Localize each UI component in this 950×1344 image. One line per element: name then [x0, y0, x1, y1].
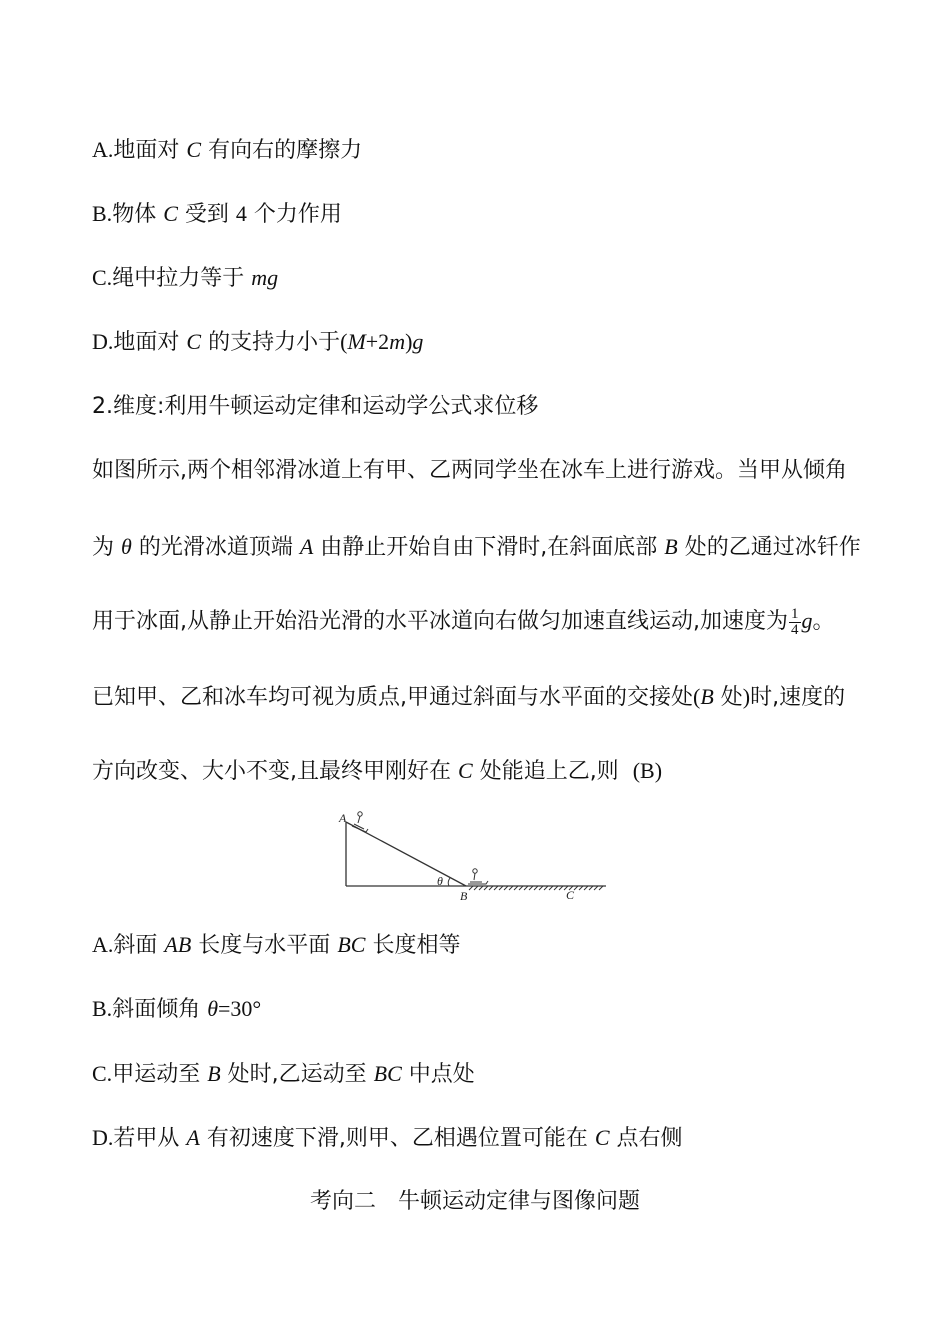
option-text: 绳中拉力等于 [112, 266, 245, 291]
problem-line-2 [92, 532, 861, 563]
variable: θ [121, 534, 132, 559]
variable: C [594, 1125, 610, 1150]
section-heading: 2.维度:利用牛顿运动定律和运动学公式求位移 [92, 394, 539, 419]
problem-line-3 [92, 606, 835, 638]
option-label: B. [92, 996, 113, 1021]
option-text: 地面对 [113, 330, 180, 355]
q1-option-b [92, 199, 342, 230]
option-label: A. [92, 932, 114, 957]
incline-diagram [336, 806, 616, 906]
variable: g [801, 608, 813, 633]
option-label: B. [92, 201, 113, 226]
q2-option-b [92, 994, 261, 1025]
variable: mg [251, 265, 279, 290]
label-a: A [339, 811, 347, 825]
option-label: C. [92, 265, 113, 290]
fraction-denominator: 4 [791, 621, 799, 638]
option-text: =30° [218, 996, 262, 1021]
paren: ) [742, 684, 751, 709]
variable: BC [373, 1061, 402, 1086]
option-text: 物体 [112, 202, 157, 227]
problem-line-1: 如图所示,两个相邻滑冰道上有甲、乙两同学坐在冰车上进行游戏。当甲从倾角 [92, 458, 847, 483]
variable: C [186, 329, 202, 354]
option-text: 斜面 [113, 933, 158, 958]
q2-option-a [92, 930, 460, 961]
option-text: 的支持力小于 [208, 330, 341, 355]
fraction [789, 607, 801, 638]
option-text: 有初速度下滑,则甲、乙相遇位置可能在 [206, 1126, 588, 1151]
problem-text: 由静止开始自由下滑时,在斜面底部 [320, 535, 658, 560]
variable: g [412, 329, 424, 354]
problem-text: 处 [720, 685, 743, 710]
variable: BC [337, 932, 366, 957]
q1-option-a [92, 135, 362, 166]
problem-text: 用于冰面,从静止开始沿光滑的水平冰道向右做匀加速直线运动,加速度为 [92, 609, 788, 634]
problem-line-4 [92, 682, 845, 713]
q2-option-d [92, 1123, 683, 1154]
ground-surface [466, 886, 606, 890]
label-theta: θ [437, 874, 443, 888]
option-text: 若甲从 [113, 1126, 180, 1151]
paren: ( [693, 684, 701, 709]
variable: M [347, 329, 366, 354]
problem-text: 已知甲、乙和冰车均可视为质点,甲通过斜面与水平面的交接处 [92, 685, 693, 710]
option-text: 地面对 [113, 138, 180, 163]
variable: C [186, 137, 202, 162]
variable: A [186, 1125, 200, 1150]
option-text: 中点处 [408, 1062, 475, 1087]
operator: +2 [365, 329, 390, 354]
option-text: 个力作用 [253, 202, 342, 227]
problem-text: 时,速度的 [750, 685, 846, 710]
problem-text: 处能追上乙,则 [479, 759, 619, 784]
option-text: 点右侧 [616, 1126, 683, 1151]
variable: B [700, 684, 714, 709]
variable: B [664, 534, 678, 559]
option-label: A. [92, 137, 114, 162]
option-text: 甲运动至 [112, 1062, 201, 1087]
label-c: C [566, 888, 575, 902]
option-label: C. [92, 1061, 113, 1086]
option-text: 斜面倾角 [112, 997, 201, 1022]
option-text: 有向右的摩擦力 [208, 138, 363, 163]
option-label: D. [92, 1125, 114, 1150]
variable: A [299, 534, 314, 559]
topic-heading: 考向二 牛顿运动定律与图像问题 [309, 1189, 640, 1214]
option-label: D. [92, 329, 114, 354]
variable: C [163, 201, 178, 226]
variable: B [207, 1061, 221, 1086]
problem-line-5 [92, 756, 662, 787]
problem-text: 为 [92, 535, 115, 560]
q1-option-c [92, 263, 278, 294]
number: 4 [235, 201, 247, 226]
fraction-numerator: 1 [791, 605, 799, 622]
sled-person-bottom-icon [468, 869, 488, 884]
variable: θ [207, 996, 219, 1021]
option-text: 处时,乙运动至 [227, 1062, 367, 1087]
angle-arc [448, 878, 450, 886]
variable: C [458, 758, 473, 783]
problem-text: 处的乙通过冰钎作 [684, 535, 861, 560]
problem-text: 。 [812, 609, 835, 634]
variable: m [389, 329, 406, 354]
problem-text: 的光滑冰道顶端 [138, 535, 293, 560]
option-text: 长度相等 [372, 933, 461, 958]
variable: AB [164, 932, 192, 957]
q1-option-d [92, 327, 423, 358]
sled-person-top-icon [352, 812, 368, 832]
option-text: 受到 [184, 202, 229, 227]
problem-text: 方向改变、大小不变,且最终甲刚好在 [92, 759, 451, 784]
q2-option-c [92, 1059, 475, 1090]
paren: ( [340, 329, 348, 354]
paren: ) [405, 329, 413, 354]
label-b: B [460, 889, 468, 903]
option-text: 长度与水平面 [198, 933, 331, 958]
answer: (B) [632, 758, 663, 783]
